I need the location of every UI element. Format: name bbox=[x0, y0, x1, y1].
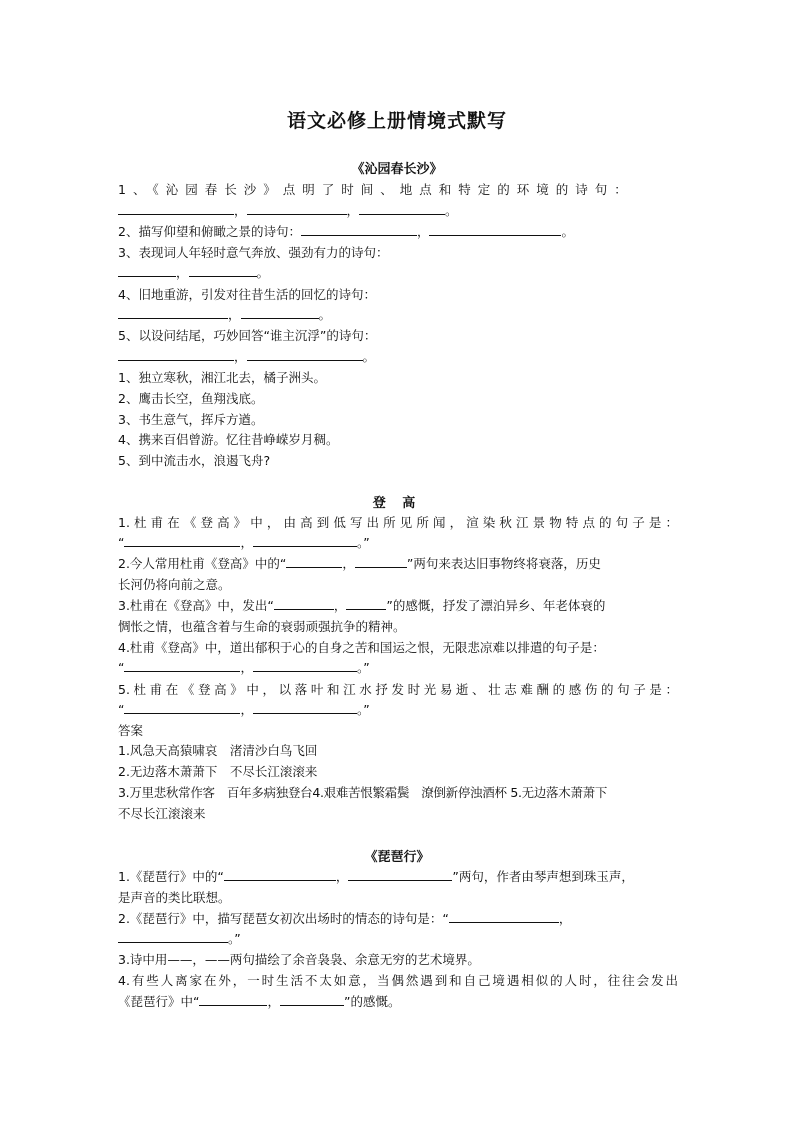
answer-line: “ ， 。” bbox=[118, 702, 370, 717]
section-title-denggao: 登 高 bbox=[372, 496, 422, 511]
answer-blank[interactable] bbox=[118, 263, 176, 277]
answer-blank[interactable] bbox=[348, 867, 452, 881]
answer-blank[interactable] bbox=[346, 596, 386, 610]
answer-label: 答案 bbox=[118, 723, 144, 738]
answer-line: ， 。 bbox=[118, 263, 678, 283]
answer-blank[interactable] bbox=[359, 201, 445, 215]
answer-text: 不尽长江滚滚来 bbox=[118, 806, 206, 821]
answer-line: ， 。 bbox=[118, 305, 678, 325]
answer-blank[interactable] bbox=[301, 222, 417, 236]
question-text: 2、描写仰望和俯瞰之景的诗句： bbox=[118, 224, 301, 239]
answer-blank[interactable] bbox=[124, 700, 240, 714]
answer-blank[interactable] bbox=[253, 533, 357, 547]
answer-blank[interactable] bbox=[247, 347, 363, 361]
answer-blank[interactable] bbox=[199, 992, 267, 1006]
answer-blank[interactable] bbox=[118, 201, 234, 215]
answer-text: 3、书生意气，挥斥方遒。 bbox=[118, 412, 264, 427]
answer-blank[interactable] bbox=[118, 347, 234, 361]
answer-text: 2.无边落木萧萧下 不尽长江滚滚来 bbox=[118, 764, 318, 779]
question-text: 5.杜甫在《登高》中，以落叶和江水抒发时光易逝、壮志难酬的感伤的句子是： bbox=[118, 682, 678, 697]
question-line: 1.《琵琶行》中的“ ， ”两句，作者由琴声想到珠玉声， bbox=[118, 869, 634, 884]
question-line: 2.《琵琶行》中，描写琵琶女初次出场时的情态的诗句是：“ ， bbox=[118, 911, 572, 926]
answer-blank[interactable] bbox=[429, 222, 561, 236]
answer-text: 2、鹰击长空，鱼翔浅底。 bbox=[118, 391, 264, 406]
answer-blank[interactable] bbox=[449, 909, 559, 923]
question-text: 长河仍将向前之意。 bbox=[118, 577, 231, 592]
section-title-qinyuan: 《沁园春长沙》 bbox=[351, 162, 443, 177]
question-text: 是声音的类比联想。 bbox=[118, 890, 231, 905]
question-text: 4、旧地重游，引发对往昔生活的回忆的诗句： bbox=[118, 287, 376, 302]
answer-blank[interactable] bbox=[118, 305, 228, 319]
answer-blank[interactable] bbox=[355, 554, 407, 568]
answer-line: 。” bbox=[118, 929, 678, 949]
answer-blank[interactable] bbox=[274, 596, 334, 610]
answer-blank[interactable] bbox=[124, 533, 240, 547]
question-line: 2.今人常用杜甫《登高》中的“ ， ”两句来表达旧事物终将衰落，历史 bbox=[118, 556, 601, 571]
answer-text: 4、携来百侣曾游。忆往昔峥嵘岁月稠。 bbox=[118, 432, 339, 447]
answer-blank[interactable] bbox=[189, 263, 257, 277]
answer-blank[interactable] bbox=[286, 554, 342, 568]
question-text: 3、表现词人年轻时意气奔放、强劲有力的诗句： bbox=[118, 245, 389, 260]
question-text: 1、《沁园春长沙》点明了时间、地点和特定的环境的诗句： bbox=[118, 182, 634, 197]
answer-line: ， ， 。 bbox=[118, 201, 678, 221]
answer-line: ， 。 bbox=[118, 347, 678, 367]
answer-text: 3.万里悲秋常作客 百年多病独登台4.艰难苦恨繁霜鬓 潦倒新停浊酒杯 5.无边落木萧萧下 bbox=[118, 785, 608, 800]
question-line: 2、描写仰望和俯瞰之景的诗句： ， 。 bbox=[118, 224, 574, 239]
answer-text: 1.风急天高猿啸哀 渚清沙白鸟飞回 bbox=[118, 743, 318, 758]
question-text: 3.诗中用——，——两句描绘了余音袅袅、余意无穷的艺术境界。 bbox=[118, 952, 480, 967]
answer-line: “ ， 。” bbox=[118, 535, 370, 550]
question-line: 3.杜甫在《登高》中，发出“ ， ”的感慨，抒发了漂泊异乡、年老体衰的 bbox=[118, 598, 606, 613]
question-text: 4.有些人离家在外，一时生活不太如意，当偶然遇到和自己境遇相似的人时，往往会发出 bbox=[118, 973, 678, 988]
answer-blank[interactable] bbox=[253, 658, 357, 672]
answer-text: 1、独立寒秋，湘江北去，橘子洲头。 bbox=[118, 370, 326, 385]
question-text: 5、以设问结尾，巧妙回答“谁主沉浮”的诗句： bbox=[118, 328, 377, 343]
page-title: 语文必修上册情境式默写 bbox=[286, 110, 507, 132]
answer-blank[interactable] bbox=[280, 992, 344, 1006]
answer-blank[interactable] bbox=[253, 700, 357, 714]
answer-blank[interactable] bbox=[124, 658, 240, 672]
answer-text: 5、到中流击水，浪遏飞舟? bbox=[118, 453, 271, 468]
answer-blank[interactable] bbox=[247, 201, 347, 215]
question-line: 《琵琶行》中“ ， ”的感慨。 bbox=[118, 994, 401, 1009]
question-text: 4.杜甫《登高》中，道出郁积于心的自身之苦和国运之恨，无限悲凉难以排遣的句子是： bbox=[118, 640, 605, 655]
answer-line: “ ， 。” bbox=[118, 660, 370, 675]
question-text: 1.杜甫在《登高》中，由高到低写出所见所闻，渲染秋江景物特点的句子是： bbox=[118, 515, 678, 530]
answer-blank[interactable] bbox=[224, 867, 336, 881]
section-title-pipa: 《琵琶行》 bbox=[364, 850, 430, 865]
question-text: 惆怅之情，也蕴含着与生命的衰弱顽强抗争的精神。 bbox=[118, 619, 406, 634]
answer-blank[interactable] bbox=[118, 929, 228, 943]
answer-blank[interactable] bbox=[241, 305, 319, 319]
